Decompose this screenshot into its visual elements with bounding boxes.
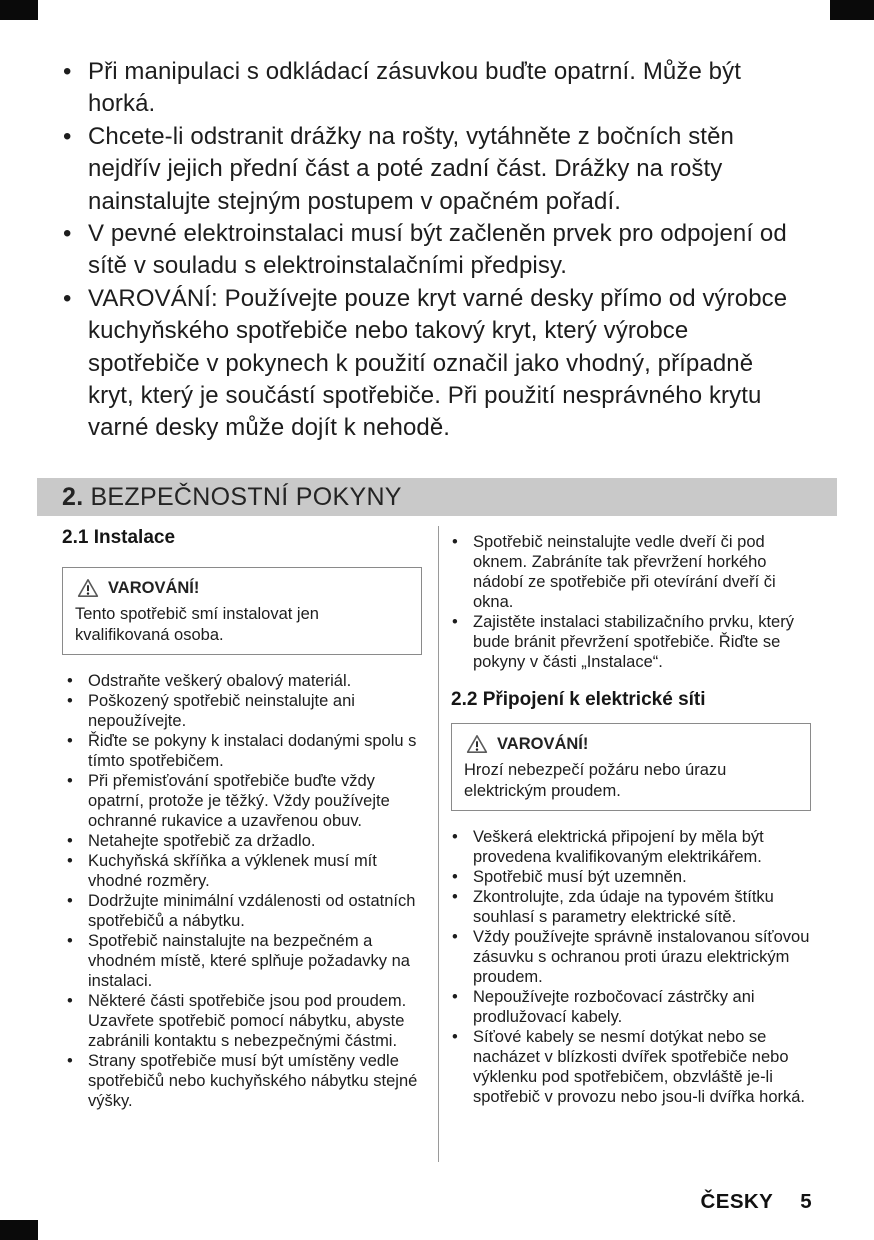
section-number: 2. (62, 483, 84, 511)
warning-title: VAROVÁNÍ! (497, 735, 589, 753)
warning-title: VAROVÁNÍ! (108, 579, 200, 597)
list-item (451, 987, 811, 1027)
list-item-text: Zajistěte instalaci stabilizačního prvku, který bude bránit převržení spotřebiče. Řiďte se pokyny v části „Instalace“. (473, 613, 794, 671)
subsection-heading-electrical: 2.2 Připojení k elektrické síti (451, 689, 706, 710)
list-item-text: Síťové kabely se nesmí dotýkat nebo se nacházet v blízkosti dvířek spotřebiče nebo výklenku pod spotřebičem, obzvláště je-li spotřebič v provozu nebo jsou-li dvířka horká. (473, 1028, 805, 1106)
list-item-text: Chcete-li odstranit drážky na rošty, vytáhněte z bočních stěn nejdřív jejich přední část a poté zadní část. Drážky na rošty nainstalujte stejným postupem v opačném pořadí. (88, 122, 734, 215)
page-footer (701, 1190, 812, 1214)
list-item (62, 691, 422, 731)
list-item (62, 851, 422, 891)
list-item (62, 671, 422, 691)
list-item-text: VAROVÁNÍ: Používejte pouze kryt varné desky přímo od výrobce kuchyňského spotřebiče nebo takový kryt, který výrobce spotřebiče v pokynech k použití označil jako vhodný, případně kryt, který je součástí spotřebiče. Při použití nesprávného krytu varné desky může dojít k nehodě. (88, 284, 788, 442)
list-item-text: Kuchyňská skříňka a výklenek musí mít vhodné rozměry. (88, 852, 377, 890)
list-item (451, 887, 811, 927)
print-mark-bottom-left (0, 1220, 38, 1240)
list-item-text: Při manipulaci s odkládací zásuvkou buďte opatrní. Může být horká. (88, 58, 741, 118)
list-item-text: V pevné elektroinstalaci musí být začleněn prvek pro odpojení od sítě v souladu s elektroinstalačními předpisy. (88, 220, 787, 280)
list-item-text: Odstraňte veškerý obalový materiál. (88, 672, 352, 690)
list-item-text: Zkontrolujte, zda údaje na typovém štítku souhlasí s parametry elektrické sítě. (473, 888, 774, 926)
column-right (451, 526, 811, 1162)
list-item-text: Nepoužívejte rozbočovací zástrčky ani prodlužovací kabely. (473, 988, 755, 1026)
footer-page-number: 5 (800, 1190, 812, 1213)
column-left (62, 526, 422, 1162)
list-item (62, 931, 422, 991)
print-mark-top-right (830, 0, 874, 20)
warning-header (464, 732, 800, 758)
list-item (62, 731, 422, 771)
list-item-text: Poškozený spotřebič neinstalujte ani nepoužívejte. (88, 692, 355, 730)
subsection-heading-installation: 2.1 Instalace (62, 527, 176, 548)
list-item-text: Strany spotřebiče musí být umístěny vedle spotřebičů nebo kuchyňského nábytku stejné výšky. (88, 1052, 418, 1110)
print-mark-top-left (0, 0, 38, 20)
intro-bullet-list (62, 56, 788, 445)
list-item (62, 991, 422, 1051)
list-item-text: Spotřebič musí být uzemněn. (473, 868, 687, 886)
list-item-text: Při přemisťování spotřebiče buďte vždy opatrní, protože je těžký. Vždy používejte ochranné rukavice a uzavřenou obuv. (88, 772, 390, 830)
warning-box-installation (62, 567, 422, 655)
warning-header (75, 576, 411, 602)
list-item-text: Dodržujte minimální vzdálenosti od ostatních spotřebičů a nábytku. (88, 892, 416, 930)
section-title: BEZPEČNOSTNÍ POKYNY (90, 483, 402, 511)
list-item-text: Vždy používejte správně instalovanou síťovou zásuvku s ochranou proti úrazu elektrickým proudem. (473, 928, 810, 986)
footer-language: ČESKY (700, 1190, 774, 1213)
warning-triangle-icon (77, 578, 99, 598)
list-item-text: Spotřebič neinstalujte vedle dveří či pod oknem. Zabráníte tak převržení horkého nádobí ze spotřebiče při otevírání dveří či okna. (473, 533, 776, 611)
list-item (451, 827, 811, 867)
list-item (62, 218, 788, 283)
list-item (62, 283, 788, 445)
list-item-text: Některé části spotřebiče jsou pod proudem. Uzavřete spotřebič pomocí nábytku, abyste zabránili kontaktu s nebezpečnými částmi. (88, 992, 407, 1050)
list-item-text: Veškerá elektrická připojení by měla být provedena kvalifikovaným elektrikářem. (473, 828, 764, 866)
list-item (451, 532, 811, 612)
installation-bullet-list (62, 671, 422, 1111)
list-item (62, 56, 788, 121)
list-item (451, 867, 811, 887)
list-item (451, 1027, 811, 1107)
warning-box-electrical (451, 723, 811, 811)
list-item-text: Netahejte spotřebič za držadlo. (88, 832, 316, 850)
placement-bullet-list (451, 532, 811, 672)
electrical-bullet-list (451, 827, 811, 1107)
section-heading-band (37, 478, 837, 516)
list-item (62, 891, 422, 931)
two-column-area (62, 526, 812, 1162)
warning-text: Tento spotřebič smí instalovat jen kvalifikovaná osoba. (75, 605, 319, 644)
list-item (451, 612, 811, 672)
list-item (62, 121, 788, 218)
list-item (451, 927, 811, 987)
warning-text: Hrozí nebezpečí požáru nebo úrazu elektrickým proudem. (464, 761, 727, 800)
list-item (62, 1051, 422, 1111)
column-divider (438, 526, 439, 1162)
warning-triangle-icon (466, 734, 488, 754)
list-item-text: Řiďte se pokyny k instalaci dodanými spolu s tímto spotřebičem. (88, 732, 417, 770)
list-item-text: Spotřebič nainstalujte na bezpečném a vhodném místě, které splňuje požadavky na instalaci. (88, 932, 410, 990)
list-item (62, 771, 422, 831)
list-item (62, 831, 422, 851)
